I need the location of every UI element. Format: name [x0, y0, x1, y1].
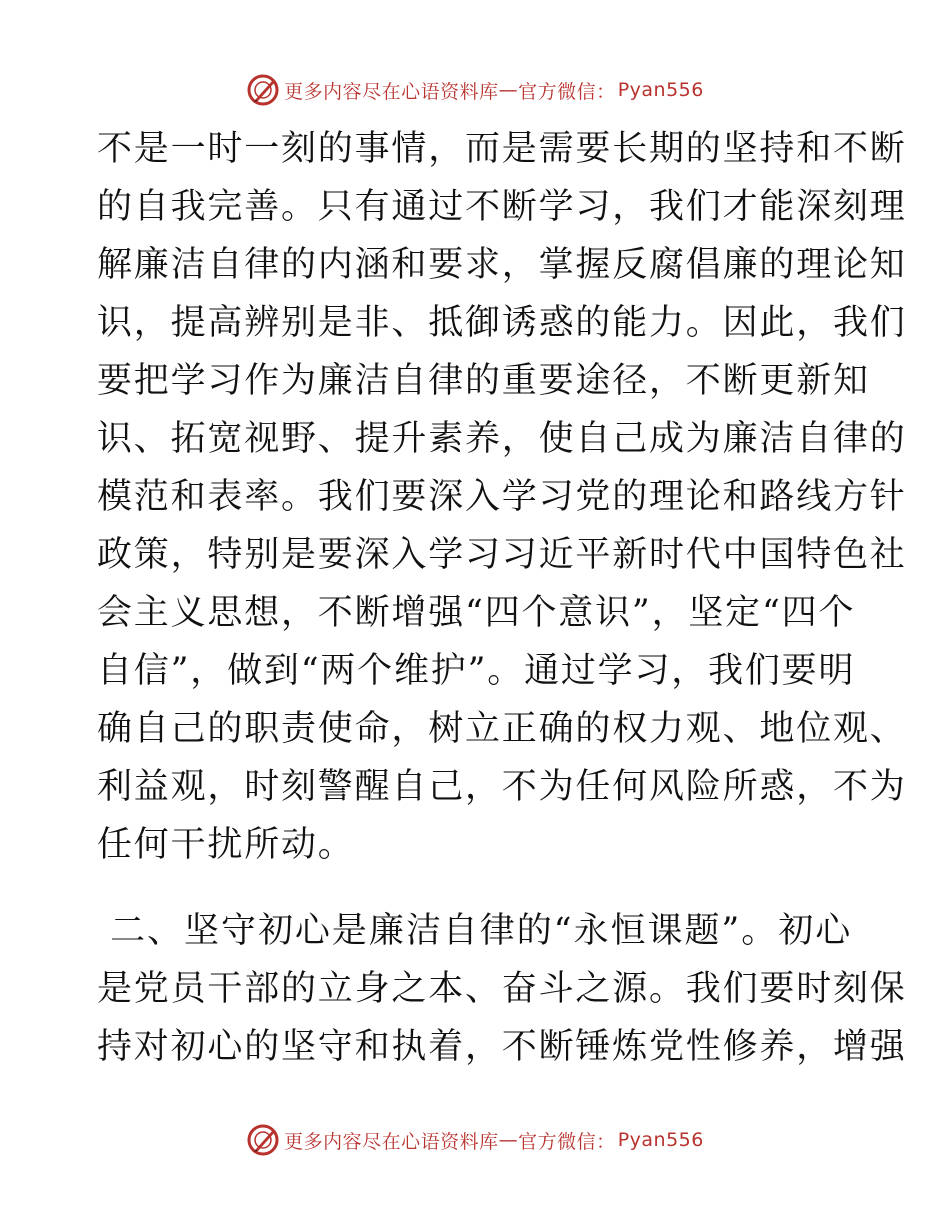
- paragraph-2: [97, 902, 907, 1076]
- text-line: 持对初心的坚守和执着，不断锤炼党性修养，增强: [97, 1027, 907, 1067]
- pen-seal-icon: [246, 1123, 280, 1157]
- section-heading-line: 二、坚守初心是廉洁自律的“永恒课题”。初心: [97, 911, 852, 951]
- text-line: 的自我完善。只有通过不断学习，我们才能深刻理: [97, 187, 907, 227]
- text-line: 确自己的职责使命，树立正确的权力观、地位观、: [97, 709, 907, 749]
- watermark-separator: —: [498, 79, 519, 101]
- text-line: 要把学习作为廉洁自律的重要途径，不断更新知: [97, 361, 870, 401]
- watermark-main-text: 更多内容尽在心语资料库: [284, 80, 499, 103]
- watermark-separator: —: [498, 1129, 519, 1151]
- text-line: 是党员干部的立身之本、奋斗之源。我们要时刻保: [97, 969, 907, 1009]
- text-line: 政策，特别是要深入学习习近平新时代中国特色社: [97, 535, 907, 575]
- text-line: 识，提高辨别是非、抵御诱惑的能力。因此，我们: [97, 303, 907, 343]
- watermark-main-text: 更多内容尽在心语资料库: [284, 1130, 499, 1153]
- text-line: 自信”，做到“两个维护”。通过学习，我们要明: [97, 651, 856, 691]
- text-line: 识、拓宽视野、提升素养，使自己成为廉洁自律的: [97, 419, 907, 459]
- text-line: 不是一时一刻的事情，而是需要长期的坚持和不断: [97, 129, 907, 169]
- watermark-wechat-label: 官方微信：: [518, 1130, 616, 1153]
- pen-seal-icon: [246, 73, 280, 107]
- text-line: 任何干扰所动。: [97, 825, 355, 865]
- footer-watermark: [0, 1122, 950, 1158]
- document-body: [97, 120, 907, 1076]
- text-line: 解廉洁自律的内涵和要求，掌握反腐倡廉的理论知: [97, 245, 907, 285]
- header-watermark: [0, 72, 950, 108]
- watermark-wechat-id: Pyan556: [617, 79, 704, 101]
- paragraph-gap: [97, 874, 852, 902]
- watermark-wechat-label: 官方微信：: [518, 80, 616, 103]
- text-line: 利益观，时刻警醒自己，不为任何风险所惑，不为: [97, 767, 907, 807]
- text-line: 模范和表率。我们要深入学习党的理论和路线方针: [97, 477, 907, 517]
- text-line: 会主义思想，不断增强“四个意识”，坚定“四个: [97, 593, 856, 633]
- watermark-wechat-id: Pyan556: [617, 1129, 704, 1151]
- paragraph-1: [97, 120, 907, 874]
